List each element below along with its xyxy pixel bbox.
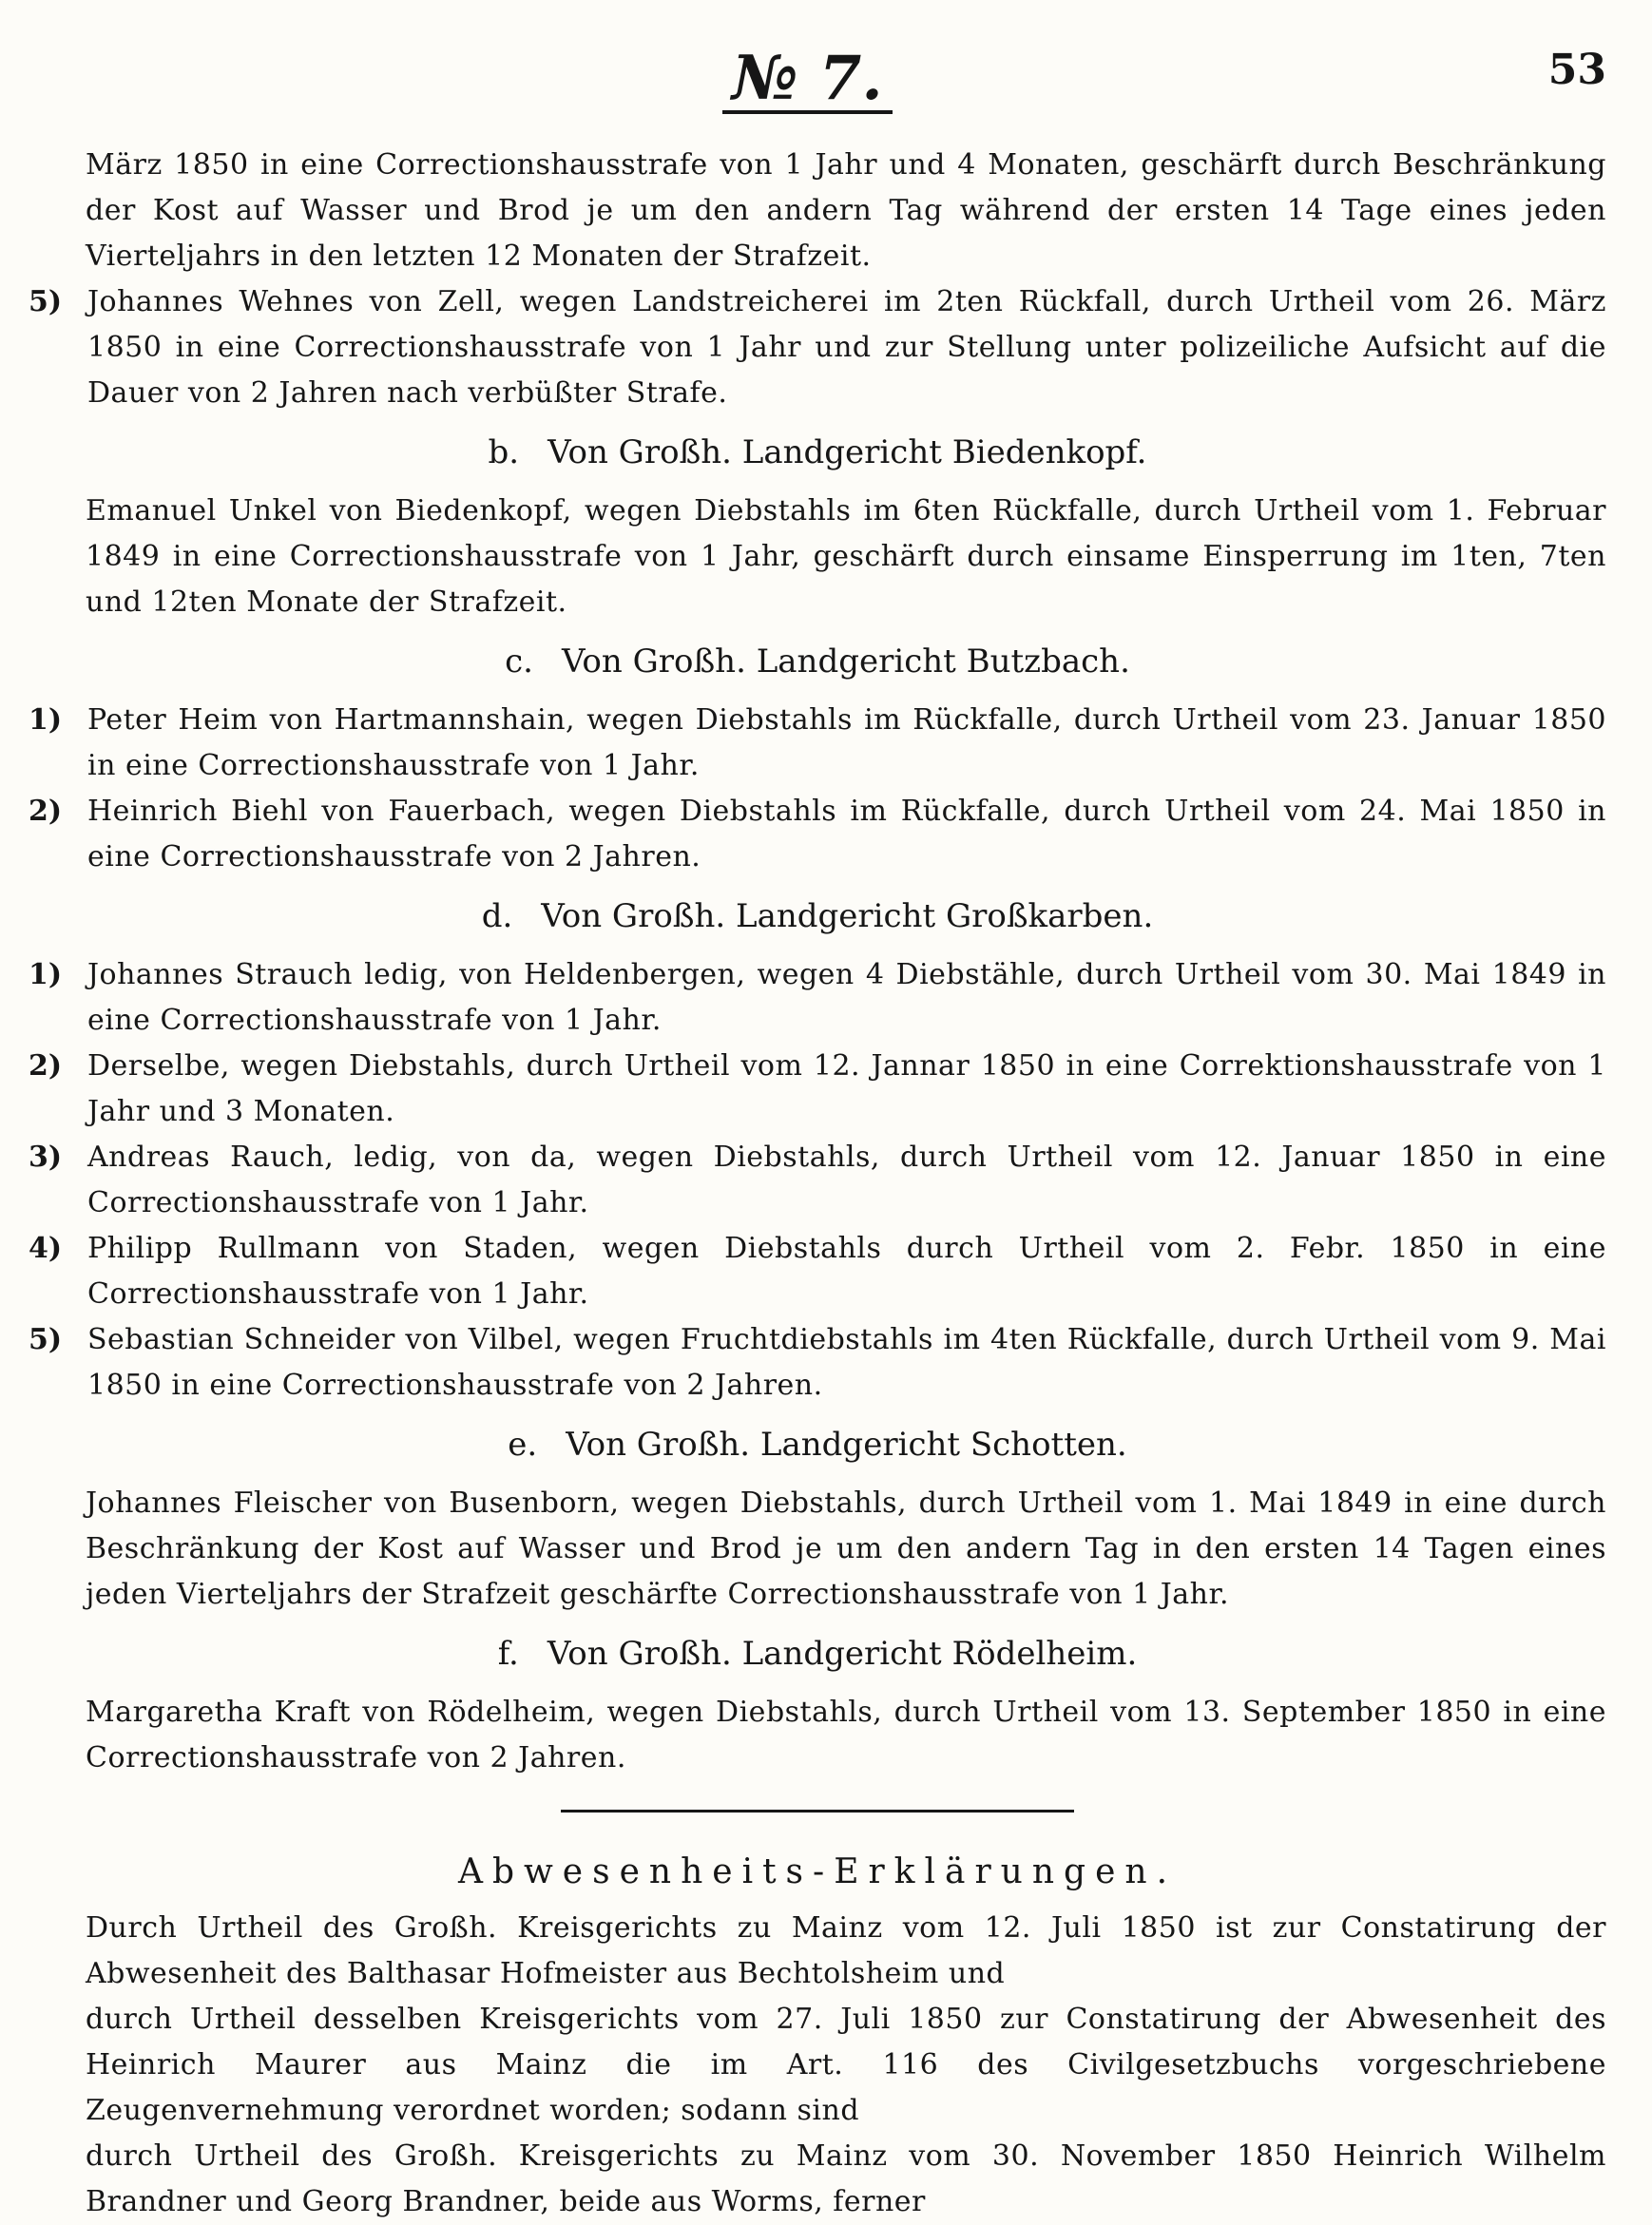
section-heading [29,426,1606,479]
item-number: 5) [29,1323,63,1356]
section-heading [29,1418,1606,1471]
item-number: 2) [29,795,63,828]
list-item [29,1044,1606,1135]
section-d [29,890,1606,1409]
section-letter: c. [505,643,533,681]
item-number: 3) [29,1141,63,1174]
section-title: Von Großh. Landgericht Großkarben. [541,897,1154,935]
section-letter: e. [508,1426,538,1464]
section-letter: d. [481,897,513,935]
section-letter: f. [497,1635,519,1673]
section-title: Von Großh. Landgericht Schotten. [566,1426,1127,1464]
document-body [29,143,1606,2225]
item-text: Johannes Strauch ledig, von Heldenbergen, wegen 4 Diebstähle, durch Urtheil vom 30. Mai 1849 in eine Correctionshausstrafe von 1 Jahr. [87,958,1606,1037]
list-item [29,698,1606,789]
absence-paragraph-3: durch Urtheil des Großh. Kreisgerichts zu Mainz vom 30. November 1850 Heinrich Wilhelm Brandner und Georg Brandner, beide aus Worms, ferner [86,2139,1606,2218]
page-header [0,38,1652,114]
entry-text: Johannes Fleischer von Busenborn, wegen Diebstahls, durch Urtheil vom 1. Mai 1849 in eine durch Beschränkung der Kost auf Wasser und Brod je um den andern Tag in den ersten 14 Tagen eines jeden Vierteljahrs der Strafzeit geschärfte Correctionshausstrafe von 1 Jahr. [86,1487,1606,1611]
section-e [29,1418,1606,1618]
absence-paragraph-1: Durch Urtheil des Großh. Kreisgerichts zu Mainz vom 12. Juli 1850 ist zur Constatirung der Abwesenheit des Balthasar Hofmeister aus Bechtolsheim und [86,1911,1606,1990]
section-heading [29,1627,1606,1680]
item-number: 5) [29,285,63,318]
section-title: Von Großh. Landgericht Butzbach. [561,643,1130,681]
issue-number: № 7. [722,48,893,114]
item-number: 1) [29,958,63,991]
list-item [29,1226,1606,1317]
item-number: 4) [29,1232,63,1265]
item-text: Johannes Wehnes von Zell, wegen Landstreicherei im 2ten Rückfall, durch Urtheil vom 26. März 1850 in eine Correctionshausstrafe von 1 Jahr und zur Stellung unter polizeiliche Aufsicht auf die Dauer von 2 Jahren nach verbüßter Strafe. [87,285,1606,410]
section-letter: b. [488,433,520,471]
absence-section [29,1845,1606,2225]
absence-title: Abwesenheits-Erklärungen. [457,1852,1178,1891]
list-item [29,1135,1606,1226]
list-item [29,789,1606,880]
list-item [29,279,1606,416]
entry-text: Emanuel Unkel von Biedenkopf, wegen Diebstahls im 6ten Rückfalle, durch Urtheil vom 1. Februar 1849 in eine Correctionshausstrafe von 1 Jahr, geschärft durch einsame Einsperrung im 1ten, 7ten und 12ten Monate der Strafzeit. [86,494,1606,619]
item-text: Derselbe, wegen Diebstahls, durch Urtheil vom 12. Jannar 1850 in eine Correktionshausstrafe von 1 Jahr und 3 Monaten. [87,1049,1606,1128]
section-heading [29,890,1606,943]
section-title: Von Großh. Landgericht Rödelheim. [547,1635,1138,1673]
item-text: Peter Heim von Hartmannshain, wegen Diebstahls im Rückfalle, durch Urtheil vom 23. Januar 1850 in eine Correctionshausstrafe von 1 Jahr. [87,703,1606,782]
section-heading [29,635,1606,688]
item-text: Andreas Rauch, ledig, von da, wegen Diebstahls, durch Urtheil vom 12. Januar 1850 in eine Correctionshausstrafe von 1 Jahr. [87,1141,1606,1219]
section-b [29,426,1606,625]
item-number: 1) [29,703,63,737]
entry-text: Margaretha Kraft von Rödelheim, wegen Diebstahls, durch Urtheil vom 13. September 1850 in eine Correctionshausstrafe von 2 Jahren. [86,1696,1606,1774]
item-text: Philipp Rullmann von Staden, wegen Diebstahls durch Urtheil vom 2. Febr. 1850 in eine Correctionshausstrafe von 1 Jahr. [87,1232,1606,1311]
item-text: Sebastian Schneider von Vilbel, wegen Fruchtdiebstahls im 4ten Rückfalle, durch Urtheil vom 9. Mai 1850 in eine Correctionshausstrafe von 2 Jahren. [87,1323,1606,1402]
item-number: 2) [29,1049,63,1083]
list-item [29,1317,1606,1409]
item-text: Heinrich Biehl von Fauerbach, wegen Diebstahls im Rückfalle, durch Urtheil vom 24. Mai 1850 in eine Correctionshausstrafe von 2 Jahren. [87,795,1606,873]
absence-paragraph-2: durch Urtheil desselben Kreisgerichts vom 27. Juli 1850 zur Constatirung der Abwesenheit des Heinrich Maurer aus Mainz die im Art. 116 des Civilgesetzbuchs vorgeschriebene Zeugenvernehmung verordnet worden; sodann sind [86,2003,1606,2127]
section-divider [561,1810,1074,1813]
list-item [29,952,1606,1044]
page-number: 53 [1547,46,1606,94]
section-title: Von Großh. Landgericht Biedenkopf. [547,433,1147,471]
intro-continuation: März 1850 in eine Correctionshausstrafe von 1 Jahr und 4 Monaten, geschärft durch Beschränkung der Kost auf Wasser und Brod je um den andern Tag während der ersten 14 Tage eines jeden Vierteljahrs in den letzten 12 Monaten der Strafzeit. [86,148,1606,273]
section-c [29,635,1606,880]
section-f [29,1627,1606,1781]
